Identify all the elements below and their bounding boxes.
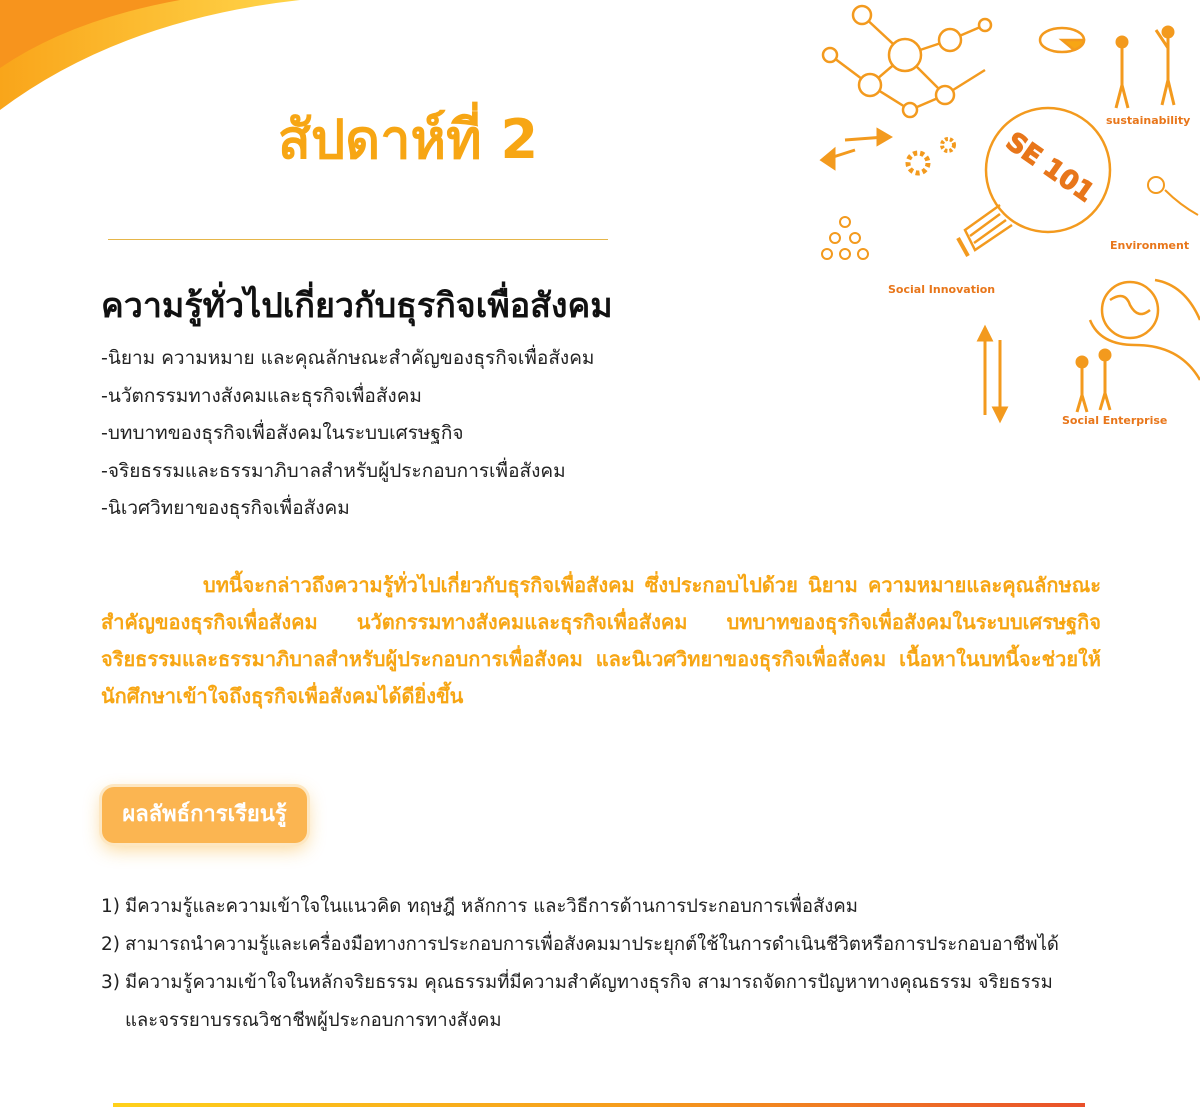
learning-outcomes-badge: ผลลัพธ์การเรียนรู้ [102, 787, 307, 843]
chapter-summary: บทนี้จะกล่าวถึงความรู้ทั่วไปเกี่ยวกับธุรกิจเพื่อสังคม ซึ่งประกอบไปด้วย นิยาม ความหมายและคุณลักษณะสำคัญของธุรกิจเพื่อสังคม นวัตกรรมทางสังคมและธุรกิจเพื่อสังคม บทบาทของธุรกิจเพื่อสังคมในระบบเศรษฐกิจ จริยธรรมและธรรมาภิบาลสำหรับผู้ประกอบการเพื่อสังคม และนิเวศวิทยาของธุรกิจเพื่อสังคม เนื้อหาในบทนี้จะช่วยให้นักศึกษาเข้าใจถึงธุรกิจเพื่อสังคมได้ดียิ่งขึ้น [101, 573, 1101, 708]
bulb-text: SE 101 [1000, 126, 1100, 209]
topic-item: -นวัตกรรมทางสังคมและธุรกิจเพื่อสังคม [101, 384, 422, 407]
topic-item: -นิเวศวิทยาของธุรกิจเพื่อสังคม [101, 497, 350, 519]
learning-outcomes-list [101, 888, 1081, 1040]
exchange-arrows-icon [822, 130, 1006, 420]
outcome-number: 1) [101, 896, 120, 917]
pie-chart-icon [1040, 28, 1084, 52]
outcome-text: มีความรู้และความเข้าใจในแนวคิด ทฤษฎี หลักการ และวิธีการด้านการประกอบการเพื่อสังคม [125, 896, 858, 917]
social-enterprise-label: Social Enterprise [1062, 414, 1168, 427]
hand-bulb-icon [1148, 177, 1198, 215]
section-heading: ความรู้ทั่วไปเกี่ยวกับธุรกิจเพื่อสังคม [101, 286, 613, 326]
week-title: สัปดาห์ที่ 2 [277, 108, 539, 171]
network-icon [823, 6, 991, 117]
topic-list [101, 340, 594, 528]
topic-item: -บทบาทของธุรกิจเพื่อสังคมในระบบเศรษฐกิจ [101, 422, 464, 444]
social-innovation-label: Social Innovation [888, 283, 996, 296]
bottom-gradient-rule [113, 1103, 1085, 1107]
gear-icon [908, 139, 954, 173]
outcome-item [101, 888, 1081, 926]
team-icon [822, 217, 868, 259]
outcome-number: 2) [101, 934, 120, 955]
title-divider [108, 239, 608, 240]
topic-item: -จริยธรรมและธรรมาภิบาลสำหรับผู้ประกอบการเพื่อสังคม [101, 459, 566, 482]
outcome-text: สามารถนำความรู้และเครื่องมือทางการประกอบการเพื่อสังคมมาประยุกต์ใช้ในการดำเนินชีวิตหรือการประกอบอาชีพได้ [125, 934, 1059, 955]
outcome-item [101, 964, 1081, 1040]
topic-item: -นิยาม ความหมาย และคุณลักษณะสำคัญของธุรกิจเพื่อสังคม [101, 347, 595, 369]
social-enterprise-illustration [800, 0, 1200, 440]
outcome-text: มีความรู้ความเข้าใจในหลักจริยธรรม คุณธรรมที่มีความสำคัญทางธุรกิจ สามารถจัดการปัญหาทางคุณธรรม จริยธรรม และจรรยาบรรณวิชาชีพผู้ประกอบการทางสังคม [125, 972, 1053, 1031]
sustainability-label: sustainability [1106, 114, 1191, 127]
environment-label: Environment [1110, 239, 1190, 252]
outcome-item [101, 926, 1081, 964]
outcome-number: 3) [101, 972, 120, 993]
businessman-icon [1077, 27, 1174, 412]
